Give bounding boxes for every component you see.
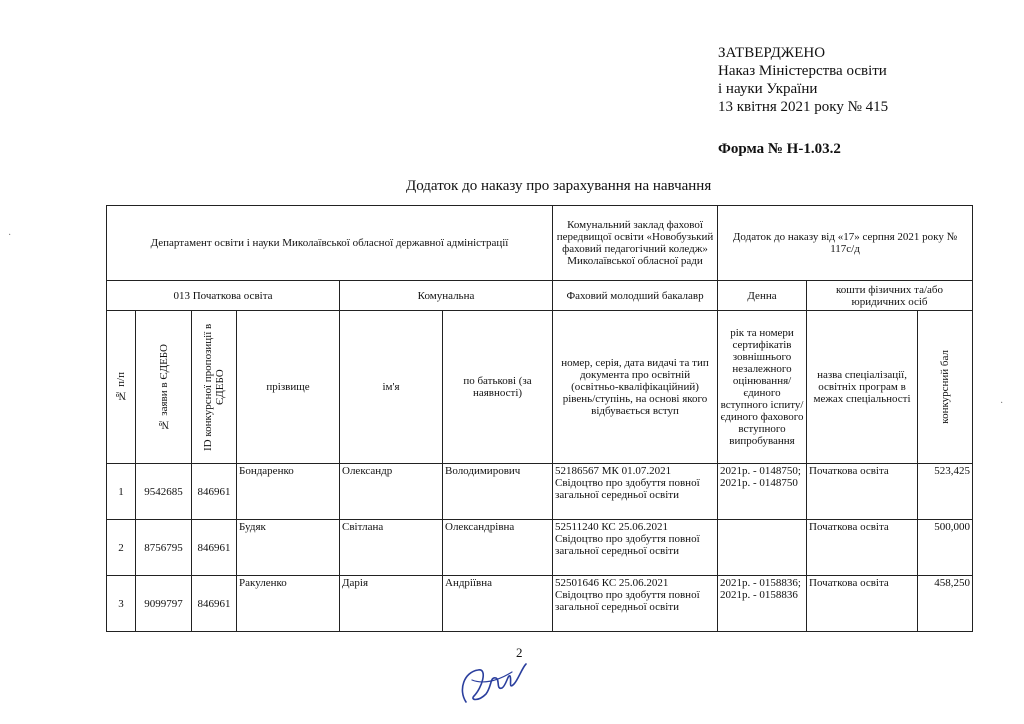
row-num: 3 — [107, 576, 136, 632]
col-header-certificates: рік та номери сертифікатів зовнішнього незалежного оцінювання/ єдиного вступного іспиту/ єдиного фахового вступного випробування — [718, 311, 807, 464]
row-score: 523,425 — [918, 464, 973, 520]
row-specialization: Початкова освіта — [807, 520, 918, 576]
row-surname: Будяк — [237, 520, 340, 576]
form-number: Форма № Н-1.03.2 — [718, 141, 841, 157]
approval-stamp-block — [718, 44, 888, 116]
table-row — [107, 464, 973, 520]
row-app-id: 9542685 — [136, 464, 192, 520]
row-offer-id: 846961 — [192, 520, 237, 576]
row-score: 458,250 — [918, 576, 973, 632]
col-header-score: конкурсний бал — [918, 311, 973, 464]
funding-cell: кошти фізичних та/або юридичних осіб — [807, 281, 973, 311]
row-certificates: 2021р. - 0158836; 2021р. - 0158836 — [718, 576, 807, 632]
row-app-id: 8756795 — [136, 520, 192, 576]
header-row-program — [107, 281, 973, 311]
approval-line-3: і науки України — [718, 81, 818, 97]
table-row — [107, 520, 973, 576]
approval-line-4: 13 квітня 2021 року № 415 — [718, 99, 889, 115]
row-app-id: 9099797 — [136, 576, 192, 632]
enrollment-table — [106, 205, 973, 632]
col-header-specialization: назва спеціалізації, освітніх програм в межах спеціальності — [807, 311, 918, 464]
row-certificates: 2021р. - 0148750; 2021р. - 0148750 — [718, 464, 807, 520]
column-header-row — [107, 311, 973, 464]
row-name: Дарія — [340, 576, 443, 632]
row-offer-id: 846961 — [192, 464, 237, 520]
scan-speck: · — [8, 230, 12, 241]
row-document: 52501646 КС 25.06.2021 Свідоцтво про здобуття повної загальної середньої освіти — [553, 576, 718, 632]
col-header-document: номер, серія, дата видачі та тип документа про освітній (освітньо-кваліфікаційний) рівень/ступінь, на основі якого відбувається вступ — [553, 311, 718, 464]
row-score: 500,000 — [918, 520, 973, 576]
row-patronymic: Володимирович — [443, 464, 553, 520]
degree-cell: Фаховий молодший бакалавр — [553, 281, 718, 311]
page-number: 2 — [516, 645, 523, 660]
approval-line-1: ЗАТВЕРДЖЕНО — [718, 45, 826, 61]
col-header-surname: прізвище — [237, 311, 340, 464]
col-header-offer-id: ID конкурсної пропозиції в ЄДЕБО — [192, 311, 237, 464]
specialty-cell: 013 Початкова освіта — [107, 281, 340, 311]
row-certificates — [718, 520, 807, 576]
row-document: 52511240 КС 25.06.2021 Свідоцтво про здобуття повної загальної середньої освіти — [553, 520, 718, 576]
row-name: Світлана — [340, 520, 443, 576]
header-row-institution — [107, 206, 973, 281]
document-title: Додаток до наказу про зарахування на навчання — [406, 178, 712, 194]
ownership-cell: Комунальна — [340, 281, 553, 311]
approval-line-2: Наказ Міністерства освіти — [718, 63, 887, 79]
row-patronymic: Андріївна — [443, 576, 553, 632]
row-surname: Бондаренко — [237, 464, 340, 520]
order-ref-cell: Додаток до наказу від «17» серпня 2021 року № 117с/д — [718, 206, 973, 281]
institution-cell: Комунальний заклад фахової передвищої освіти «Новобузький фаховий педагогічний коледж» Миколаївської обласної ради — [553, 206, 718, 281]
row-specialization: Початкова освіта — [807, 464, 918, 520]
row-document: 52186567 МК 01.07.2021 Свідоцтво про здобуття повної загальної середньої освіти — [553, 464, 718, 520]
row-num: 2 — [107, 520, 136, 576]
table-row — [107, 576, 973, 632]
row-offer-id: 846961 — [192, 576, 237, 632]
department-cell: Департамент освіти і науки Миколаївської обласної державної адміністрації — [107, 206, 553, 281]
row-num: 1 — [107, 464, 136, 520]
row-surname: Ракуленко — [237, 576, 340, 632]
study-form-cell: Денна — [718, 281, 807, 311]
col-header-patronymic: по батькові (за наявності) — [443, 311, 553, 464]
row-patronymic: Олександрівна — [443, 520, 553, 576]
row-specialization: Початкова освіта — [807, 576, 918, 632]
signature-image — [452, 650, 532, 710]
col-header-name: ім'я — [340, 311, 443, 464]
col-header-app-id: № заяви в ЄДЕБО — [136, 311, 192, 464]
scan-speck: · — [1000, 398, 1004, 409]
col-header-num: № п/п — [107, 311, 136, 464]
row-name: Олександр — [340, 464, 443, 520]
